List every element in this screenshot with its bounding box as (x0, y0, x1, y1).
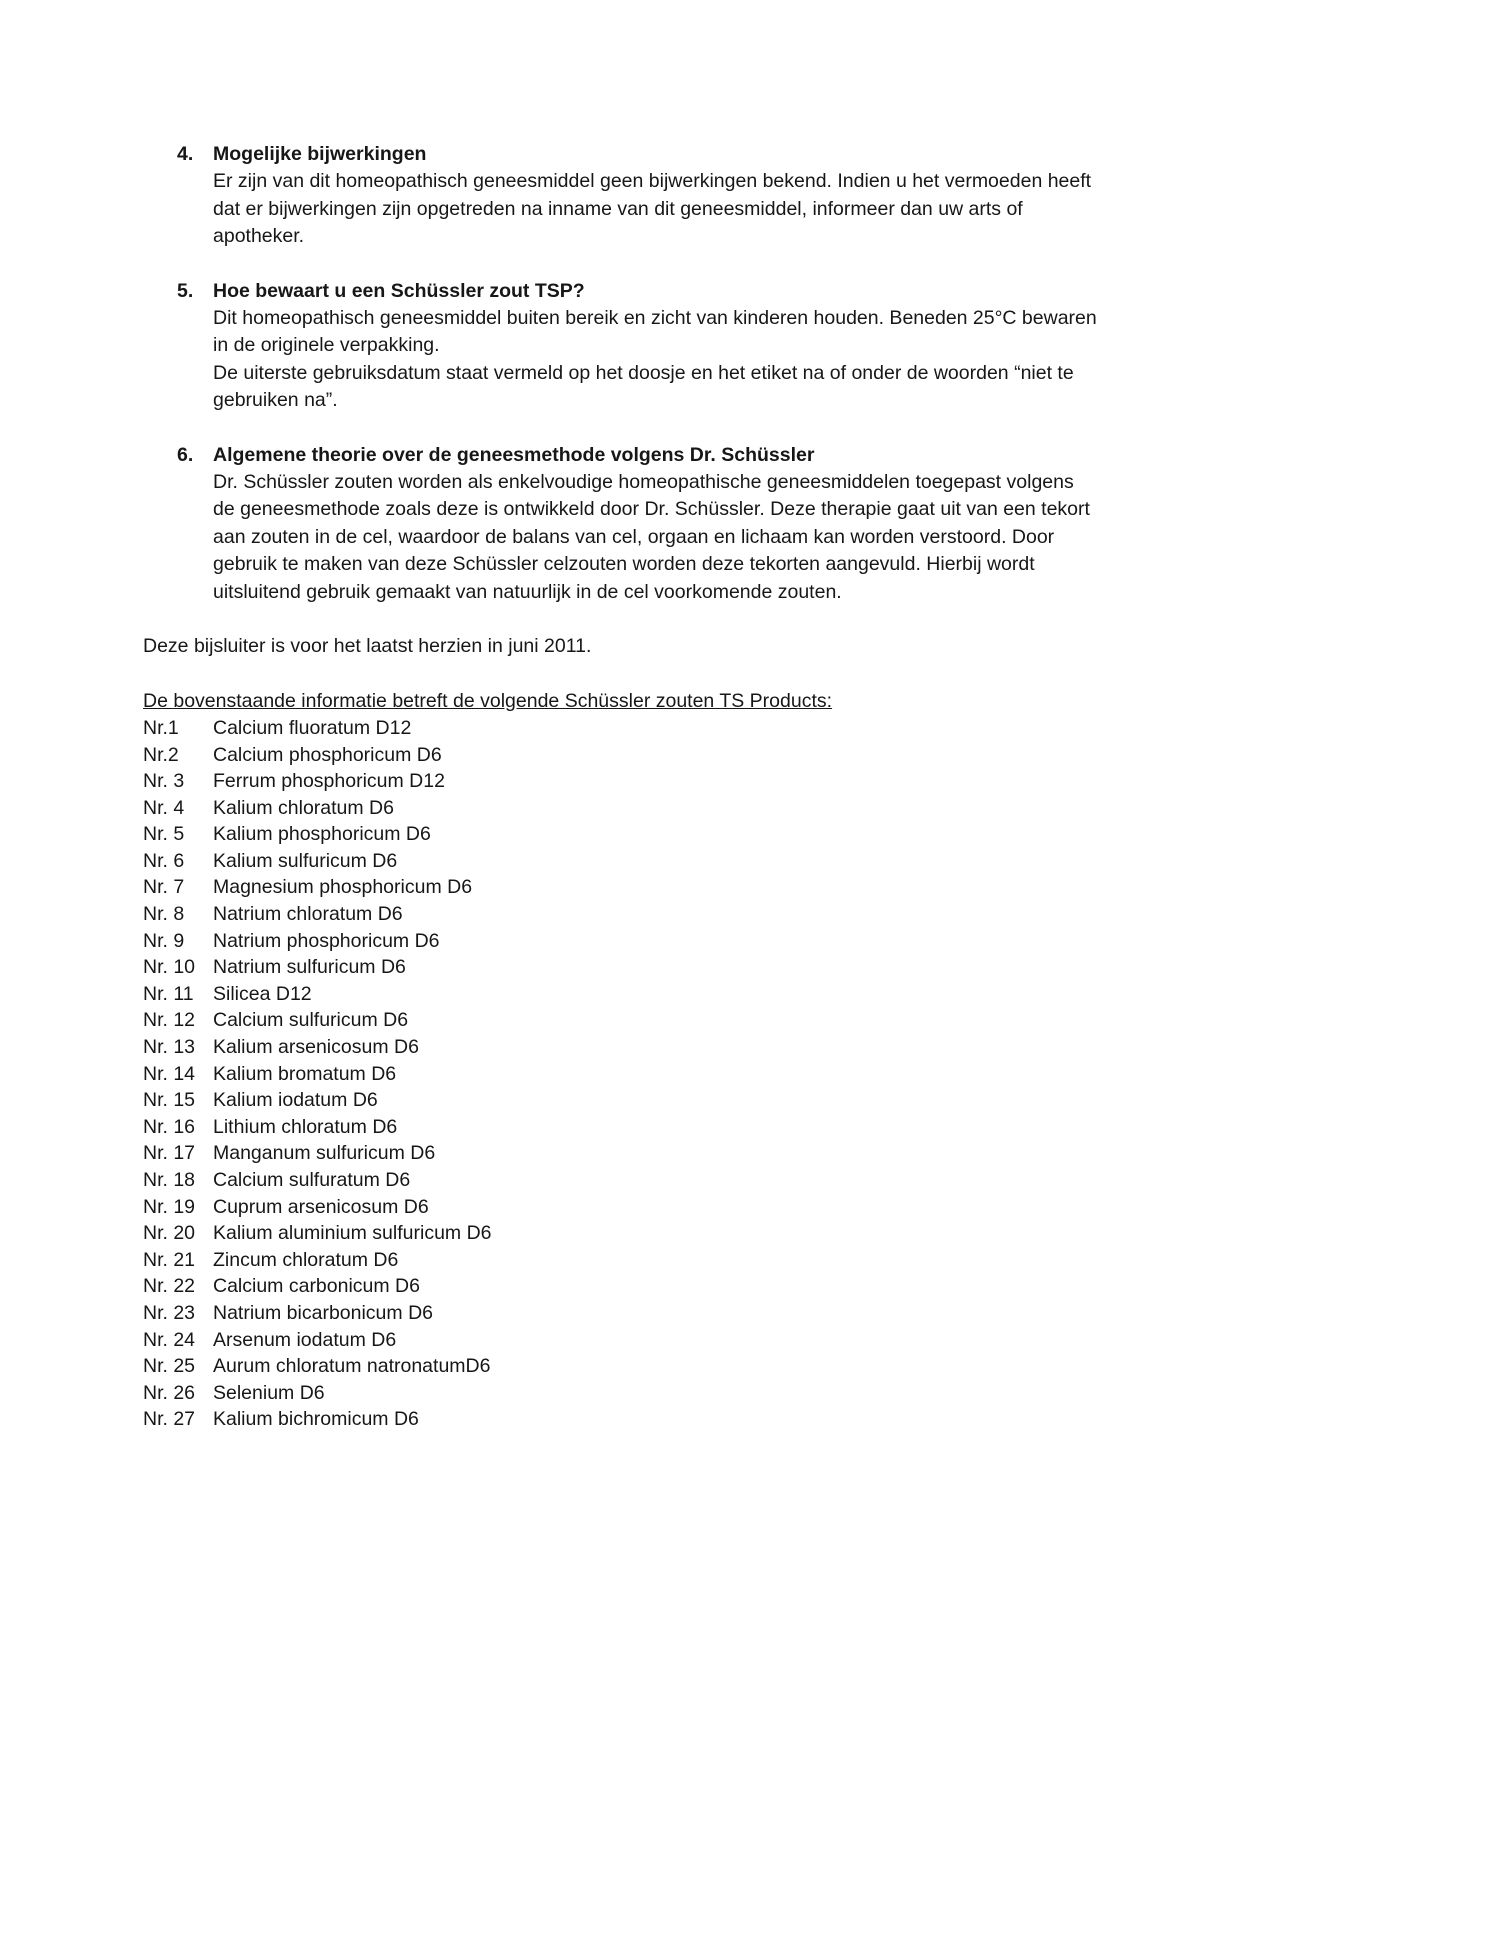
salt-number: Nr. 14 (143, 1062, 196, 1085)
document-section (143, 141, 1354, 251)
section-heading: Algemene theorie over de geneesmethode volgens Dr. Schüssler (213, 443, 815, 466)
salt-name: Kalium phosphoricum D6 (213, 823, 431, 846)
salt-name: Arsenum iodatum D6 (213, 1328, 397, 1351)
salt-name: Calcium sulfuricum D6 (213, 1009, 409, 1032)
salt-name: Silicea D12 (213, 982, 312, 1005)
list-item (143, 768, 1354, 795)
salt-name: Kalium arsenicosum D6 (213, 1036, 419, 1059)
salt-number: Nr. 4 (143, 796, 185, 819)
section-number: 4. (177, 143, 194, 165)
salt-name: Kalium chloratum D6 (213, 796, 394, 819)
product-list (143, 715, 1354, 1433)
salt-number: Nr. 27 (143, 1408, 196, 1431)
section-paragraph: Dit homeopathisch geneesmiddel buiten bereik en zicht van kinderen houden. Beneden 25°C bewaren in de originele verpakking. (213, 307, 1097, 357)
list-item (143, 1114, 1354, 1141)
section-body (213, 305, 1097, 415)
section-heading: Hoe bewaart u een Schüssler zout TSP? (213, 279, 585, 302)
salt-number: Nr. 10 (143, 956, 196, 979)
salt-name: Calcium sulfuratum D6 (213, 1169, 411, 1191)
salt-name: Kalium bromatum D6 (213, 1062, 397, 1085)
salt-number: Nr. 18 (143, 1169, 196, 1191)
salt-name: Natrium sulfuricum D6 (213, 956, 406, 979)
salt-name: Selenium D6 (213, 1381, 325, 1404)
salt-name: Manganum sulfuricum D6 (213, 1142, 436, 1165)
salt-number: Nr. 26 (143, 1381, 196, 1404)
revision-note: Deze bijsluiter is voor het laatst herzien in juni 2011. (143, 635, 592, 658)
salt-number: Nr. 21 (143, 1248, 196, 1271)
salt-number: Nr. 5 (143, 823, 185, 846)
salt-name: Zincum chloratum D6 (213, 1248, 399, 1271)
salt-name: Kalium aluminium sulfuricum D6 (213, 1222, 492, 1245)
section-heading: Mogelijke bijwerkingen (213, 143, 427, 165)
section-text (213, 442, 1097, 606)
salt-name: Natrium chloratum D6 (213, 903, 403, 926)
salt-number: Nr. 22 (143, 1275, 196, 1298)
salt-name: Cuprum arsenicosum D6 (213, 1195, 429, 1218)
salt-number: Nr. 16 (143, 1115, 196, 1138)
salt-number: Nr. 19 (143, 1195, 196, 1218)
salt-number: Nr. 15 (143, 1089, 196, 1112)
salt-number: Nr. 8 (143, 903, 185, 926)
salt-number: Nr. 11 (143, 982, 194, 1005)
list-item (143, 874, 1354, 901)
salt-name: Kalium sulfuricum D6 (213, 849, 398, 872)
list-item (143, 821, 1354, 848)
salt-name: Natrium bicarbonicum D6 (213, 1301, 433, 1324)
salt-name: Lithium chloratum D6 (213, 1115, 398, 1138)
list-item (143, 954, 1354, 981)
salt-number: Nr. 6 (143, 849, 185, 872)
salt-name: Kalium iodatum D6 (213, 1089, 378, 1112)
salt-name: Kalium bichromicum D6 (213, 1408, 419, 1431)
salt-name: Calcium carbonicum D6 (213, 1275, 420, 1298)
product-list-heading: De bovenstaande informatie betreft de volgende Schüssler zouten TS Products: (143, 689, 833, 712)
section-text (213, 278, 1097, 415)
list-item (143, 1406, 1354, 1433)
list-item (143, 1300, 1354, 1327)
document-section (143, 278, 1354, 415)
salt-name: Calcium fluoratum D12 (213, 716, 412, 739)
list-item (143, 1194, 1354, 1221)
list-item (143, 1034, 1354, 1061)
list-item (143, 1061, 1354, 1088)
section-paragraph: Er zijn van dit homeopathisch geneesmiddel geen bijwerkingen bekend. Indien u het vermoeden heeft dat er bijwerkingen zijn opgetreden na inname van dit geneesmiddel, informeer dan uw arts of apotheker. (213, 170, 1092, 248)
salt-number: Nr. 12 (143, 1009, 196, 1032)
section-number: 6. (177, 443, 194, 466)
salt-number: Nr.2 (143, 743, 179, 766)
list-item (143, 981, 1354, 1008)
list-item (143, 848, 1354, 875)
list-item (143, 715, 1354, 742)
document-section (143, 442, 1354, 606)
list-item (143, 1380, 1354, 1407)
salt-number: Nr. 25 (143, 1355, 196, 1378)
list-item (143, 1140, 1354, 1167)
salt-number: Nr. 9 (143, 929, 185, 952)
section-number: 5. (177, 279, 194, 302)
salt-number: Nr. 3 (143, 770, 185, 793)
section-body (213, 168, 1097, 250)
section-text (213, 141, 1097, 251)
salt-name: Magnesium phosphoricum D6 (213, 876, 473, 899)
salt-name: Aurum chloratum natronatumD6 (213, 1355, 491, 1378)
list-item (143, 1273, 1354, 1300)
list-item (143, 928, 1354, 955)
list-item (143, 1327, 1354, 1354)
section-paragraph: Dr. Schüssler zouten worden als enkelvoudige homeopathische geneesmiddelen toegepast volgens de geneesmethode zoals deze is ontwikkeld door Dr. Schüssler. Deze therapie gaat uit van een tekort aan zouten in de cel, waardoor de balans van cel, orgaan en lichaam kan worden verstoord. Door gebruik te maken van deze Schüssler celzouten worden deze tekorten aangevuld. Hierbij wordt uitsluitend gebruik gemaakt van natuurlijk in de cel voorkomende zouten. (213, 471, 1090, 603)
numbered-sections (143, 141, 1354, 606)
list-item (143, 1167, 1354, 1194)
salt-number: Nr. 13 (143, 1036, 196, 1059)
salt-number: Nr.1 (143, 716, 179, 739)
list-item (143, 742, 1354, 769)
salt-number: Nr. 23 (143, 1301, 196, 1324)
salt-number: Nr. 20 (143, 1222, 196, 1245)
section-paragraph: De uiterste gebruiksdatum staat vermeld op het doosje en het etiket na of onder de woorden “niet te gebruiken na”. (213, 361, 1074, 412)
list-item (143, 1220, 1354, 1247)
section-body (213, 469, 1097, 606)
list-item (143, 1353, 1354, 1380)
list-item (143, 1007, 1354, 1034)
salt-number: Nr. 17 (143, 1142, 196, 1165)
salt-number: Nr. 24 (143, 1328, 196, 1351)
list-item (143, 1247, 1354, 1274)
list-item (143, 901, 1354, 928)
salt-name: Ferrum phosphoricum D12 (213, 770, 445, 793)
salt-number: Nr. 7 (143, 876, 185, 899)
list-item (143, 795, 1354, 822)
salt-name: Calcium phosphoricum D6 (213, 743, 442, 766)
salt-name: Natrium phosphoricum D6 (213, 929, 440, 952)
list-item (143, 1087, 1354, 1114)
